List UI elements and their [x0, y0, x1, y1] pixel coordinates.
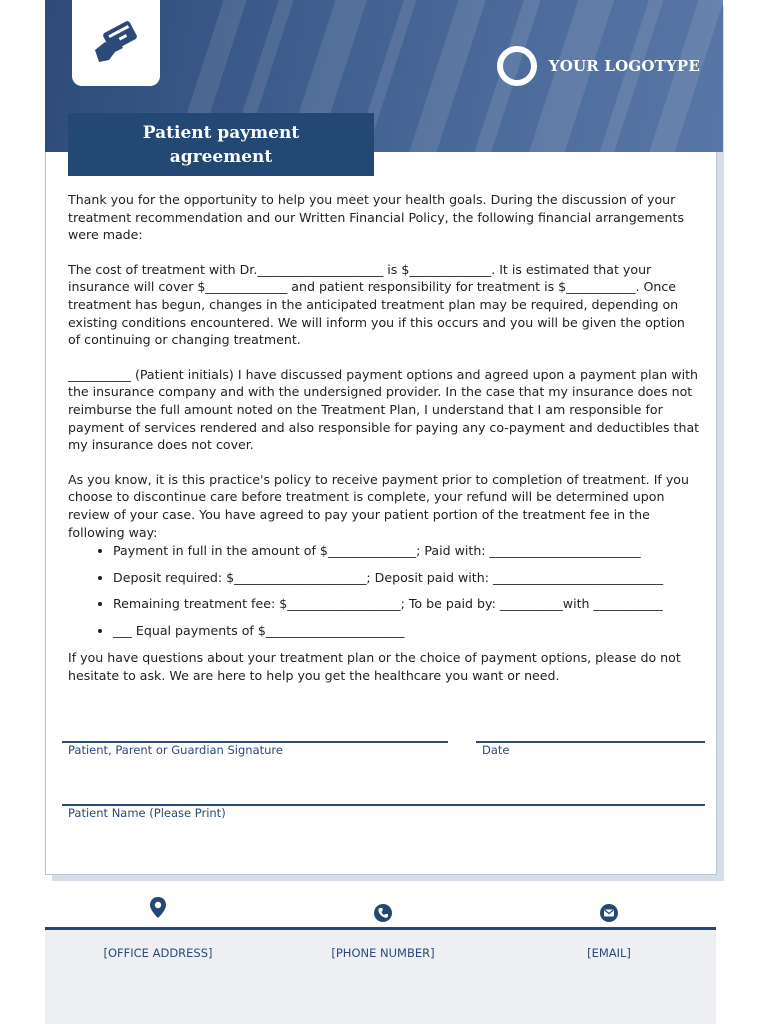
logo-box	[72, 0, 160, 86]
page-title: Patient payment agreement	[142, 122, 300, 167]
payment-option: • Payment in full in the amount of $______________; Paid with: ________________________	[113, 542, 700, 560]
phone-icon	[373, 903, 393, 923]
cost-paragraph: The cost of treatment with Dr.____________________ is $_____________. It is estimated that your insurance will cover $_____________ and patient responsibility for treatment is $___________. Once treatment has begun, changes in the anticipated treatment plan may be required, depending on existing conditions encountered. We will inform you if this occurs and you will be given the option of continuing or changing treatment.	[68, 261, 685, 348]
agreement-content	[68, 191, 700, 702]
payment-option: • ___ Equal payments of $______________________	[113, 622, 700, 640]
closing-paragraph: If you have questions about your treatment plan or the choice of payment options, please do not hesitate to ask. We are here to help you get the healthcare you want or need.	[68, 650, 681, 684]
brand-name: YOUR LOGOTYPE	[548, 57, 700, 75]
initials-paragraph: __________ (Patient initials) I have discussed payment options and agreed upon a payment plan with the insurance company and with the undersigned provider. In the case that my insurance does not reimburse the full amount noted on the Treatment Plan, I understand that I am responsible for payment of services rendered and also responsible for paying any co-payment and deductibles that my insurance does not cover.	[68, 366, 700, 453]
office-address: [OFFICE ADDRESS]	[103, 946, 213, 960]
date-label: Date	[482, 743, 510, 757]
phone-number: [PHONE NUMBER]	[331, 946, 435, 960]
intro-paragraph: Thank you for the opportunity to help you meet your health goals. During the discussion of your treatment recommendation and our Written Financial Policy, the following financial arrangements were made:	[68, 192, 685, 243]
title-box	[68, 113, 374, 176]
footer-icons	[45, 896, 716, 928]
patient-name-label: Patient Name (Please Print)	[68, 806, 226, 820]
email-address: [EMAIL]	[587, 946, 631, 960]
location-pin-icon	[148, 896, 168, 920]
brand-logotype	[497, 46, 700, 86]
ring-logo-icon	[497, 46, 537, 86]
payment-option: • Remaining treatment fee: $__________________; To be paid by: __________with ___________	[113, 595, 700, 613]
footer-band	[45, 930, 716, 1024]
date-line[interactable]	[476, 741, 705, 743]
email-icon	[599, 903, 619, 923]
payment-options-list	[68, 542, 700, 639]
signature-label: Patient, Parent or Guardian Signature	[68, 743, 283, 757]
card-payment-icon	[91, 20, 141, 66]
policy-paragraph: As you know, it is this practice's policy to receive payment prior to completion of treatment. If you choose to discontinue care before treatment is complete, your refund will be determined upon review of your case. You have agreed to pay your patient portion of the treatment fee in the following way:	[68, 471, 689, 540]
payment-option: • Deposit required: $_____________________; Deposit paid with: ___________________________	[113, 569, 700, 587]
